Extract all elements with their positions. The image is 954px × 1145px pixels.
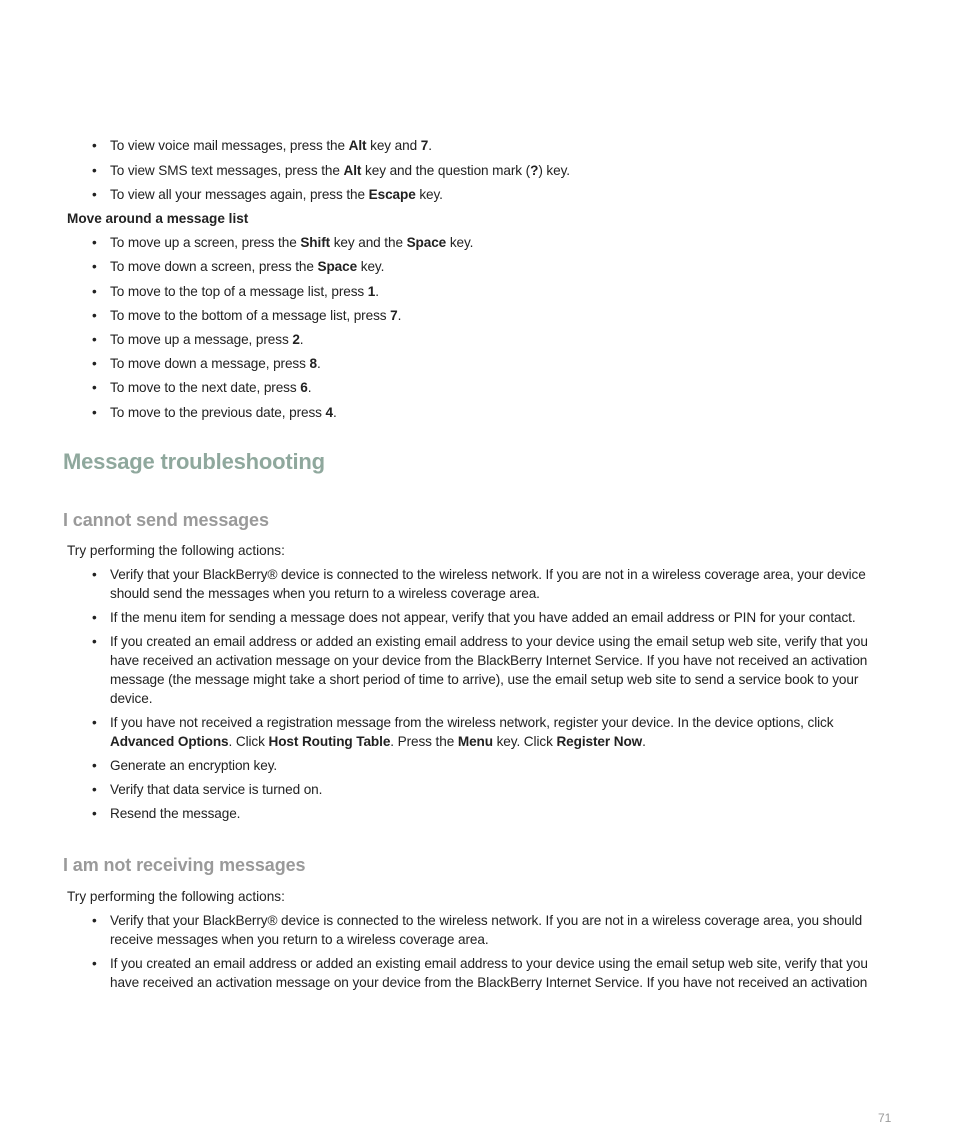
list-item-text: If you have not received a registration message from the wireless network, register your device. In the device options, click Advanced Options. Click Host Routing Table. Press the Menu key. Click Register Now.	[110, 715, 834, 749]
key-label: 6	[300, 380, 308, 395]
list-item	[92, 378, 882, 397]
list-item	[92, 257, 882, 276]
list-item	[92, 804, 882, 823]
bullet-glyph: •	[92, 610, 97, 625]
list-item	[92, 282, 882, 301]
bullet-glyph: •	[92, 758, 97, 773]
list-item	[92, 713, 882, 751]
list-item-text: To view voice mail messages, press the Alt key and 7.	[110, 138, 432, 153]
list-item-text: To move down a screen, press the Space key.	[110, 259, 385, 274]
key-label: 1	[367, 284, 376, 299]
list-item-text: Resend the message.	[110, 806, 241, 821]
bullet-glyph: •	[92, 806, 97, 821]
bullet-glyph: •	[92, 308, 97, 323]
list-item-text: If you created an email address or added an existing email address to your device using the email setup web site, verify that you have received an activation message on your device from the BlackBerry Internet Service. If you have not received an activation	[110, 956, 868, 990]
key-label: 4	[325, 405, 333, 420]
bullet-glyph: •	[92, 235, 97, 250]
bullet-glyph: •	[92, 356, 97, 371]
list-item	[92, 954, 882, 992]
bullet-glyph: •	[92, 405, 97, 420]
key-label: Menu	[457, 734, 493, 749]
list-item	[92, 403, 882, 422]
move-list-heading: Move around a message list	[67, 211, 249, 226]
key-label: Shift	[300, 235, 331, 250]
bullet-glyph: •	[92, 380, 97, 395]
bullet-glyph: •	[92, 634, 97, 649]
section-title: Message troubleshooting	[63, 449, 325, 474]
list-item	[92, 306, 882, 325]
list-item-text: To move up a message, press 2.	[110, 332, 304, 347]
bullet-glyph: •	[92, 138, 97, 153]
key-label: Register Now	[556, 734, 643, 749]
key-label: Space	[406, 235, 447, 250]
key-label: 7	[420, 138, 429, 153]
bullet-glyph: •	[92, 715, 97, 730]
list-item	[92, 911, 882, 949]
bullet-glyph: •	[92, 163, 97, 178]
key-label: Alt	[343, 163, 362, 178]
bullet-glyph: •	[92, 956, 97, 971]
bullet-glyph: •	[92, 782, 97, 797]
list-item	[92, 185, 882, 204]
list-item	[92, 780, 882, 799]
key-label: Advanced Options	[110, 734, 229, 749]
key-label: Space	[317, 259, 358, 274]
list-item-text: If the menu item for sending a message does not appear, verify that you have added an email address or PIN for your contact.	[110, 610, 856, 625]
not-receiving-intro: Try performing the following actions:	[67, 889, 285, 904]
cannot-send-intro: Try performing the following actions:	[67, 543, 285, 558]
list-item	[92, 608, 882, 627]
key-label: Host Routing Table	[268, 734, 391, 749]
list-item	[92, 233, 882, 252]
list-item	[92, 330, 882, 349]
list-item-text: To view SMS text messages, press the Alt key and the question mark (?) key.	[110, 163, 570, 178]
list-item-text: To move up a screen, press the Shift key and the Space key.	[110, 235, 474, 250]
key-label: Escape	[368, 187, 416, 202]
key-label: 2	[292, 332, 300, 347]
list-item-text: To move to the next date, press 6.	[110, 380, 312, 395]
list-item-text: Verify that data service is turned on.	[110, 782, 323, 797]
bullet-glyph: •	[92, 284, 97, 299]
list-item-text: Generate an encryption key.	[110, 758, 278, 773]
page-number: 71	[878, 1111, 892, 1125]
list-item-text: Verify that your BlackBerry® device is connected to the wireless network. If you are not in a wireless coverage area, you should receive messages when you return to a wireless coverage area.	[110, 913, 863, 947]
list-item-text: To move to the top of a message list, press 1.	[110, 284, 379, 299]
key-label: 8	[309, 356, 317, 371]
list-item	[92, 756, 882, 775]
list-item-text: Verify that your BlackBerry® device is connected to the wireless network. If you are not in a wireless coverage area, your device should send the messages when you return to a wireless coverage area.	[110, 567, 866, 601]
bullet-glyph: •	[92, 913, 97, 928]
bullet-glyph: •	[92, 259, 97, 274]
key-label: 7	[390, 308, 398, 323]
cannot-send-heading: I cannot send messages	[63, 510, 269, 530]
bullet-glyph: •	[92, 567, 97, 582]
list-item	[92, 632, 882, 708]
list-item-text: To move to the bottom of a message list, press 7.	[110, 308, 402, 323]
list-item	[92, 565, 882, 603]
list-item-text: To view all your messages again, press the Escape key.	[110, 187, 443, 202]
bullet-glyph: •	[92, 332, 97, 347]
not-receiving-heading: I am not receiving messages	[63, 855, 306, 875]
list-item-text: To move to the previous date, press 4.	[110, 405, 337, 420]
list-item-text: If you created an email address or added an existing email address to your device using the email setup web site, verify that you have received an activation message on your device from the BlackBerry Internet Service. If you have not received an activation message (the message might take a short period of time to arrive), use the email setup web site to send a service book to your device.	[110, 634, 868, 706]
key-label: ?	[530, 163, 539, 178]
list-item-text: To move down a message, press 8.	[110, 356, 321, 371]
list-item	[92, 136, 882, 155]
list-item	[92, 161, 882, 180]
bullet-glyph: •	[92, 187, 97, 202]
key-label: Alt	[348, 138, 367, 153]
list-item	[92, 354, 882, 373]
